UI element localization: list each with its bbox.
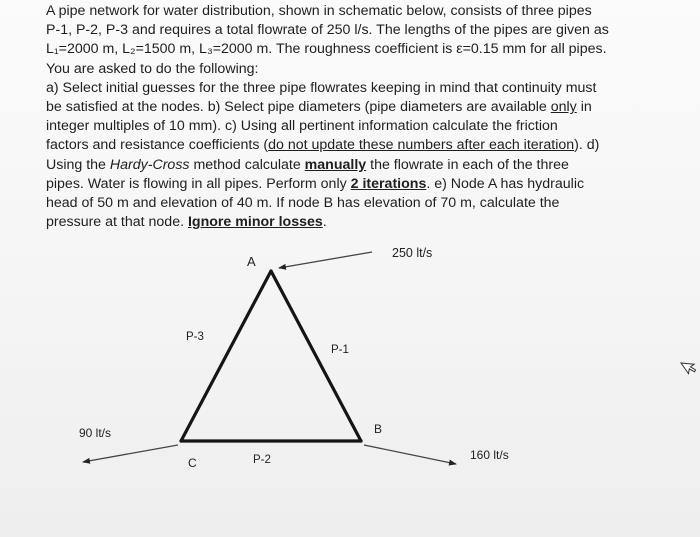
text-line: You are asked to do the following:: [46, 60, 259, 77]
node-b-label: B: [374, 422, 383, 436]
outflow-b-label: 160 lt/s: [470, 448, 509, 462]
pipe-p3-line: [181, 271, 271, 441]
pipe-p3-label: P-3: [186, 331, 204, 343]
text-line: a) Select initial guesses for the three pipe flowrates keeping in mind that continuity must: [46, 79, 597, 96]
node-a-label: A: [247, 254, 256, 269]
outflow-c-label: 90 lt/s: [79, 426, 112, 440]
outflow-c-arrow: [83, 445, 178, 462]
text-line: factors and resistance coefficients (do not update these numbers after each iteration). d): [46, 137, 600, 154]
text-line: A pipe network for water distribution, shown in schematic below, consists of three pipes: [46, 3, 592, 19]
node-c-label: C: [188, 456, 197, 470]
pipe-p1-label: P-1: [331, 344, 349, 356]
text-line: Using the Hardy-Cross method calculate manually the flowrate in each of the three: [46, 156, 569, 173]
text-line: integer multiples of 10 mm). c) Using all pertinent information calculate the friction: [46, 118, 558, 135]
pipe-p1-line: [271, 271, 361, 441]
pipe-p2-label: P-2: [253, 454, 271, 466]
text-line: pipes. Water is flowing in all pipes. Perform only 2 iterations. e) Node A has hydraulic: [46, 175, 585, 192]
cursor-icon: [681, 357, 698, 375]
text-line: head of 50 m and elevation of 40 m. If node B has elevation of 70 m, calculate the: [46, 195, 560, 212]
outflow-b-arrow: [364, 445, 456, 464]
text-line: P-1, P-2, P-3 and requires a total flowrate of 250 l/s. The lengths of the pipes are given as: [46, 22, 609, 39]
inflow-arrow: [279, 252, 372, 268]
text-line: be satisfied at the nodes. b) Select pipe diameters (pipe diameters are available only in: [46, 99, 592, 116]
text-line: L₁=2000 m, L₂=1500 m, L₃=2000 m. The roughness coefficient is ε=0.15 mm for all pipes.: [46, 41, 607, 58]
text-line: pressure at that node. Ignore minor losses.: [46, 214, 327, 231]
inflow-label: 250 lt/s: [392, 246, 433, 260]
